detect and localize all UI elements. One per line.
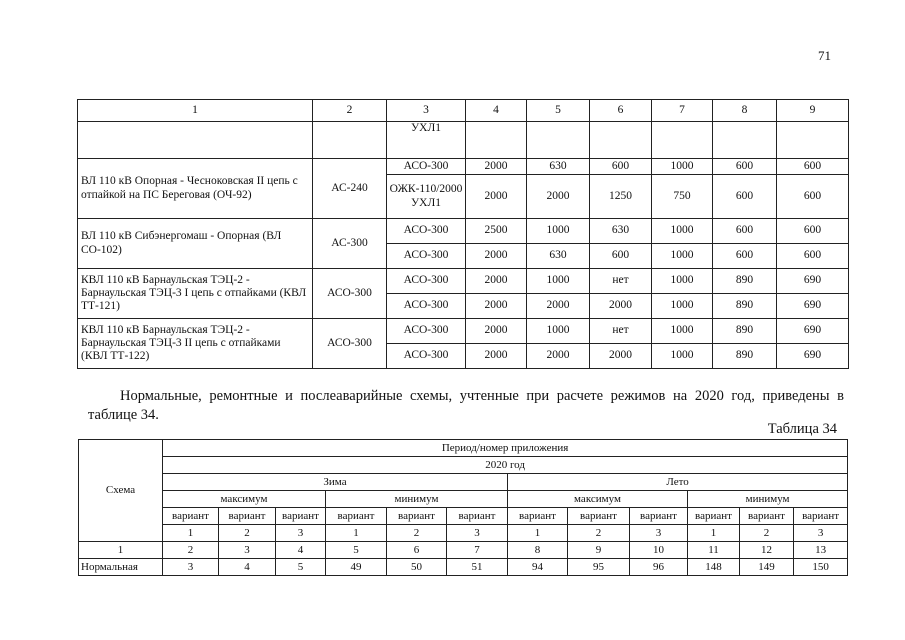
index-cell: 11 [688,542,740,559]
table-cell: 600 [777,244,849,269]
variant-header: вариант [568,508,630,525]
table-cell: 1000 [652,319,713,344]
table-cell: 2000 [466,319,527,344]
table-cell: 890 [713,269,777,294]
table-cell: 600 [590,159,652,175]
table-cell: 1000 [527,219,590,244]
table-cell: 600 [713,159,777,175]
mode-header: минимум [688,491,848,508]
table-cell: 49 [326,559,387,576]
table-cell: 690 [777,344,849,369]
table-cell: 1000 [652,219,713,244]
variant-number: 1 [326,525,387,542]
index-cell: 8 [508,542,568,559]
table-cell: АСО-300 [387,159,466,175]
index-row [79,542,848,559]
col-header: 1 [78,100,313,122]
index-cell: 13 [794,542,848,559]
table-cell: 2000 [527,294,590,319]
table-cell: 890 [713,294,777,319]
scheme-header: Схема [79,440,163,542]
table-cell: 50 [387,559,447,576]
variant-number: 2 [219,525,276,542]
table-cell: 1000 [652,269,713,294]
variant-number: 3 [447,525,508,542]
table-cell: 2000 [527,175,590,219]
wire-cell: АСО-300 [313,319,387,369]
col-header: 9 [777,100,849,122]
schemes-table [78,439,848,576]
table-cell: 1000 [652,294,713,319]
page-number: 71 [818,48,831,63]
table-cell: АСО-300 [387,344,466,369]
col-header: 8 [713,100,777,122]
table-cell: АСО-300 [387,294,466,319]
table-cell: 2000 [590,344,652,369]
table-cell: 148 [688,559,740,576]
header-row [79,508,848,525]
index-cell: 10 [630,542,688,559]
index-cell: 12 [740,542,794,559]
line-name: КВЛ 110 кВ Барнаульская ТЭЦ-2 - Барнаульская ТЭЦ-3 II цепь с отпайками (КВЛ ТТ-122) [78,319,313,369]
variant-number: 3 [630,525,688,542]
table-cell: 600 [713,244,777,269]
index-cell: 6 [387,542,447,559]
table-cell: 3 [163,559,219,576]
table-cell: 690 [777,294,849,319]
mode-header: максимум [163,491,326,508]
variant-number: 1 [688,525,740,542]
variant-number: 3 [276,525,326,542]
table-cell: 2500 [466,219,527,244]
body-paragraph [88,387,844,425]
variant-number: 3 [794,525,848,542]
table-cell: 96 [630,559,688,576]
table-cell: 600 [713,175,777,219]
index-cell: 7 [447,542,508,559]
header-row [79,440,848,457]
table-label: Таблица 34 [767,421,837,437]
table-cell: нет [590,269,652,294]
lines-table [77,99,849,369]
table-cell: 690 [777,269,849,294]
table-cell: 95 [568,559,630,576]
table-cell: 1000 [652,244,713,269]
wire-cell: АС-240 [313,159,387,219]
table-cell: 600 [777,175,849,219]
table-cell: 600 [777,219,849,244]
variant-number: 2 [387,525,447,542]
index-cell: 5 [326,542,387,559]
table-row [78,319,849,344]
col-header: 2 [313,100,387,122]
table-cell: 2000 [466,269,527,294]
header-row [79,491,848,508]
table-cell: 600 [590,244,652,269]
table-cell: 1000 [527,319,590,344]
variant-number: 2 [568,525,630,542]
variant-header: вариант [387,508,447,525]
season-header-winter: Зима [163,474,508,491]
scheme-label: Нормальная [79,559,163,576]
header-row [79,457,848,474]
col-header: 5 [527,100,590,122]
variant-header: вариант [794,508,848,525]
line-name: КВЛ 110 кВ Барнаульская ТЭЦ-2 - Барнаульская ТЭЦ-3 I цепь с отпайками (КВЛ ТТ-121) [78,269,313,319]
table-cell: 630 [527,159,590,175]
table-cell: 690 [777,319,849,344]
index-cell: 3 [219,542,276,559]
table-cell: 600 [777,159,849,175]
variant-header: вариант [688,508,740,525]
mode-header: минимум [326,491,508,508]
table-cell: 1000 [652,344,713,369]
variant-header: вариант [163,508,219,525]
carryover-row [78,122,849,159]
table-cell: 150 [794,559,848,576]
variant-header: вариант [740,508,794,525]
index-cell: 4 [276,542,326,559]
table-cell: 1000 [527,269,590,294]
table-row [78,159,849,175]
table-cell: нет [590,319,652,344]
table-cell: 5 [276,559,326,576]
table-cell: 1000 [652,159,713,175]
variant-number: 2 [740,525,794,542]
variant-header: вариант [508,508,568,525]
table-cell: АСО-300 [387,319,466,344]
paragraph-line: таблице 34. [88,407,159,423]
header-row [79,525,848,542]
variant-header: вариант [276,508,326,525]
table-cell: 600 [713,219,777,244]
table-cell: 1250 [590,175,652,219]
col-header: 4 [466,100,527,122]
wire-cell: АС-300 [313,219,387,269]
table-row [78,219,849,244]
index-cell: 9 [568,542,630,559]
table-cell: АСО-300 [387,244,466,269]
col-header: 7 [652,100,713,122]
line-name: ВЛ 110 кВ Сибэнергомаш - Опорная (ВЛ СО-102) [78,219,313,269]
wire-cell: АСО-300 [313,269,387,319]
header-row [78,100,849,122]
table-cell: 2000 [527,344,590,369]
table-cell: 890 [713,344,777,369]
variant-header: вариант [326,508,387,525]
variant-number: 1 [163,525,219,542]
table-cell: АСО-300 [387,219,466,244]
mode-header: максимум [508,491,688,508]
table-cell: 94 [508,559,568,576]
table-cell: 4 [219,559,276,576]
carryover-cell: УХЛ1 [387,122,466,159]
table-cell: 890 [713,319,777,344]
table-cell: 630 [527,244,590,269]
col-header: 3 [387,100,466,122]
season-header-summer: Лето [508,474,848,491]
index-cell: 2 [163,542,219,559]
variant-header: вариант [219,508,276,525]
header-row [79,474,848,491]
table-cell: 149 [740,559,794,576]
table-cell: 750 [652,175,713,219]
table-cell: 2000 [466,294,527,319]
paragraph-line: Нормальные, ремонтные и послеаварийные схемы, учтенные при расчете режимов на 2020 год, приведены в [120,388,844,404]
line-name: ВЛ 110 кВ Опорная - Чесноковская II цепь с отпайкой на ПС Береговая (ОЧ-92) [78,159,313,219]
table-cell: 2000 [590,294,652,319]
index-cell: 1 [79,542,163,559]
table-cell: АСО-300 [387,269,466,294]
variant-header: вариант [630,508,688,525]
variant-header: вариант [447,508,508,525]
table-row [78,269,849,294]
year-header: 2020 год [163,457,848,474]
table-cell: 2000 [466,175,527,219]
table-cell: 630 [590,219,652,244]
table-cell: 2000 [466,159,527,175]
col-header: 6 [590,100,652,122]
table-cell: ОЖК-110/2000 УХЛ1 [387,175,466,219]
table-cell: 2000 [466,244,527,269]
period-header: Период/номер приложения [163,440,848,457]
table-cell: 51 [447,559,508,576]
table-cell: 2000 [466,344,527,369]
table-row [79,559,848,576]
variant-number: 1 [508,525,568,542]
